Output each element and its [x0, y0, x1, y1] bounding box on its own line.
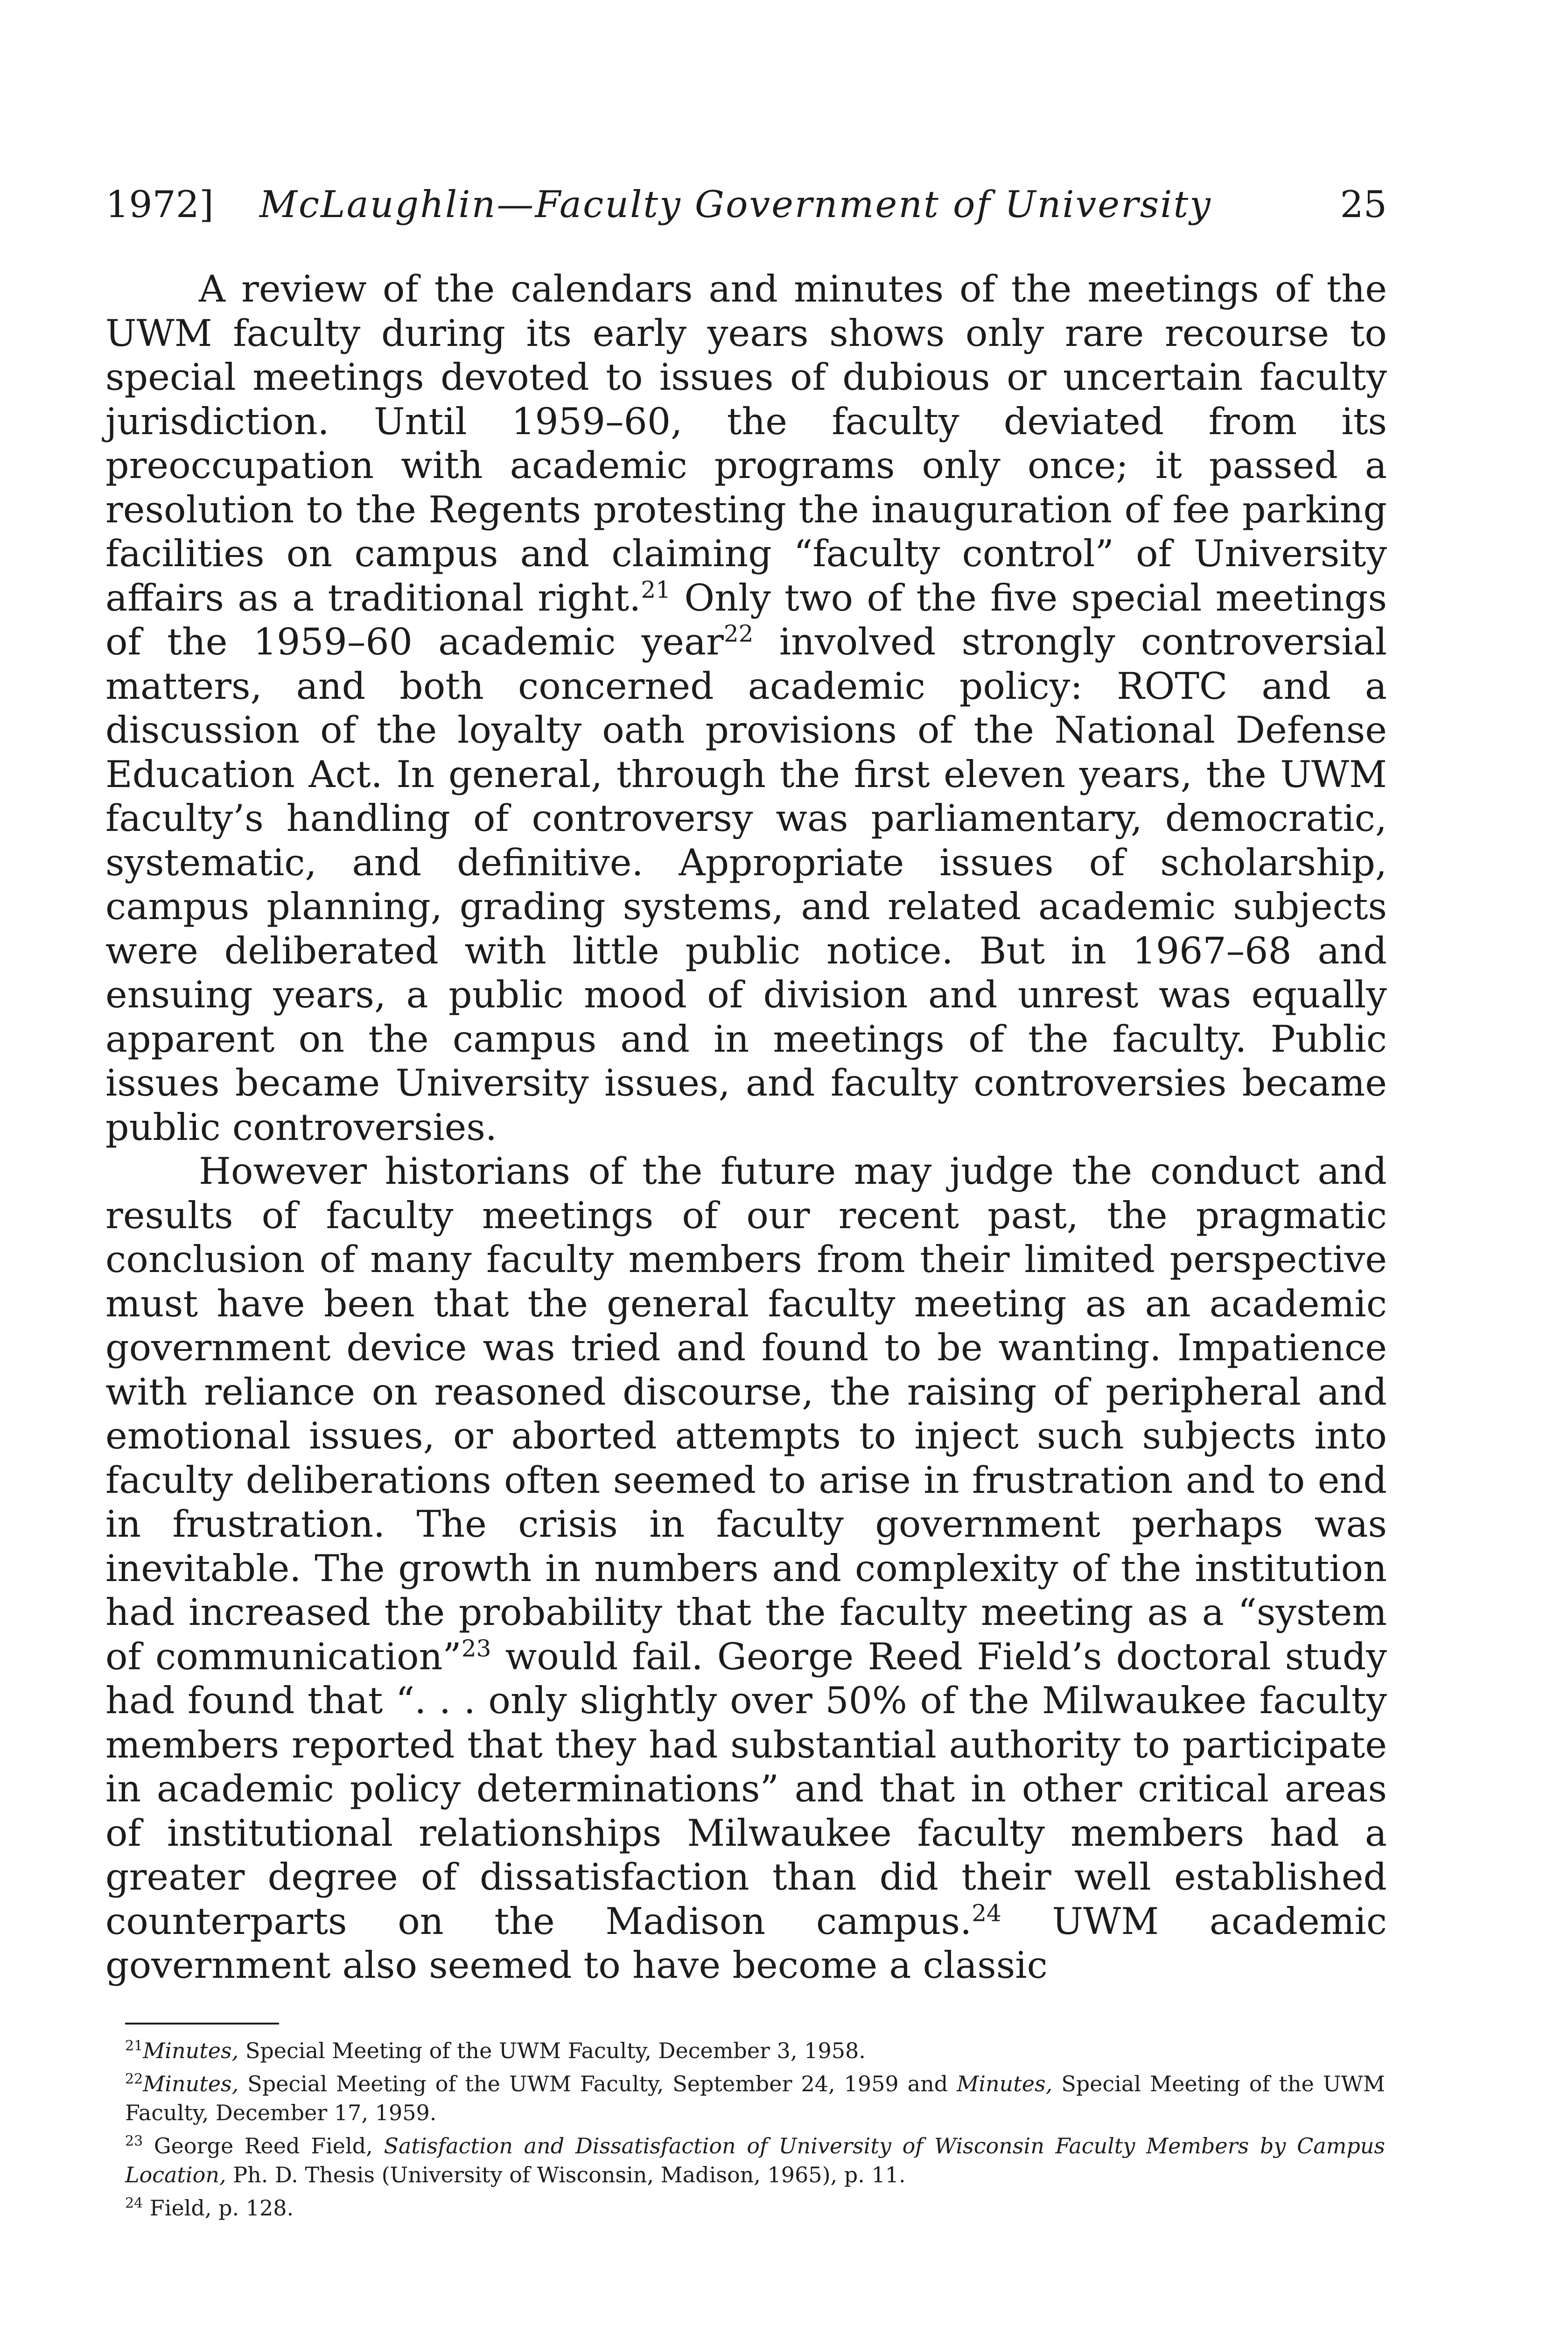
footnote-divider [125, 2023, 279, 2025]
footnote-text: Field, p. 128. [143, 2195, 294, 2221]
footnote-text: Special Meeting of the UWM Faculty, September 24, 1959 and [238, 2071, 957, 2096]
footnotes [125, 2036, 1385, 2222]
paragraph-text: UWM academic government also seemed to have become a classic [105, 1899, 1387, 1987]
paragraph-text: Only two of the five special meetings of the 1959–60 academic year [105, 576, 1387, 663]
footnote-text: Special Meeting of the UWM Faculty, December 3, 1958. [238, 2038, 866, 2063]
footnote [125, 2036, 1385, 2066]
footnote [125, 2069, 1385, 2128]
paragraph [105, 267, 1387, 1149]
footnote [125, 2193, 1385, 2223]
page-number: 25 [1340, 183, 1387, 226]
paragraph-text: involved strongly controversial matters, and both concerned academic policy: ROTC and a discussion of the loyalty oath provisions of the National Defense Education Act. In general, through the first eleven years, the UWM faculty’s handling of controversy was parliamentary, democratic, systematic, and definitive. Appropriate issues of scholarship, campus planning, grading systems, and related academic subjects were deliberated with little public notice. But in 1967–68 and ensuing years, a public mood of division and unrest was equally apparent on the campus and in meetings of the faculty. Public issues became University issues, and faculty controversies became public controversies. [105, 620, 1387, 1149]
footnote-italic: Minutes, [143, 2071, 239, 2096]
header-title: McLaughlin—Faculty Government of University [259, 183, 1212, 226]
footnote-text: George Reed Field, [143, 2133, 384, 2158]
footnote-ref: 24 [972, 1899, 1001, 1927]
footnote-ref: 21 [641, 576, 671, 604]
paragraph-text: However historians of the future may judge the conduct and results of faculty meetings of our recent past, the pragmatic conclusion of many faculty members from their limited perspective must have been that the general faculty meeting as an academic government device was tried and found to be wanting. Impatience with reliance on reasoned discourse, the raising of peripheral and emotional issues, or aborted attempts to inject such subjects into faculty deliberations often seemed to arise in frustration and to end in frustration. The crisis in faculty government perhaps was inevitable. The growth in numbers and complexity of the institution had increased the probability that the faculty meeting as a “system of communication” [105, 1150, 1387, 1678]
footnote-italic: Minutes, [143, 2038, 239, 2063]
footnote-text: Ph. D. Thesis (University of Wisconsin, Madison, 1965), p. 11. [226, 2162, 906, 2187]
footnote-number: 23 [125, 2133, 143, 2150]
footnote-number: 21 [125, 2038, 143, 2054]
footnote-italic: Satisfaction and Dissatisfaction of University of Wisconsin Faculty Members by Campus Location, [125, 2133, 1385, 2187]
footnote-italic: Minutes, [957, 2071, 1053, 2096]
paragraph [105, 1149, 1387, 1988]
footnote-number: 24 [125, 2195, 143, 2212]
footnote [125, 2131, 1385, 2190]
body-text [105, 267, 1387, 1988]
footnote-ref: 23 [461, 1635, 491, 1662]
footnote-number: 22 [125, 2071, 143, 2088]
header-year: 1972] [105, 183, 214, 226]
footnote-text: Special Meeting of the UWM Faculty, December 17, 1959. [125, 2071, 1385, 2125]
paragraph-text: would fail. George Reed Field’s doctoral study had found that “. . . only slightly over 50% of the Milwaukee faculty members reported that they had substantial authority to participate in academic policy determinations” and that in other critical areas of institutional relationships Milwaukee faculty members had a greater degree of dissatisfaction than did their well established counterparts on the Madison campus. [105, 1635, 1387, 1943]
paragraph-text: A review of the calendars and minutes of the meetings of the UWM faculty during its early years shows only rare recourse to special meetings devoted to issues of dubious or uncertain faculty jurisdiction. Until 1959–60, the faculty deviated from its preoccupation with academic programs only once; it passed a resolution to the Regents protesting the inauguration of fee parking facilities on campus and claiming “faculty control” of University affairs as a traditional right. [105, 267, 1387, 619]
footnote-ref: 22 [723, 620, 754, 647]
